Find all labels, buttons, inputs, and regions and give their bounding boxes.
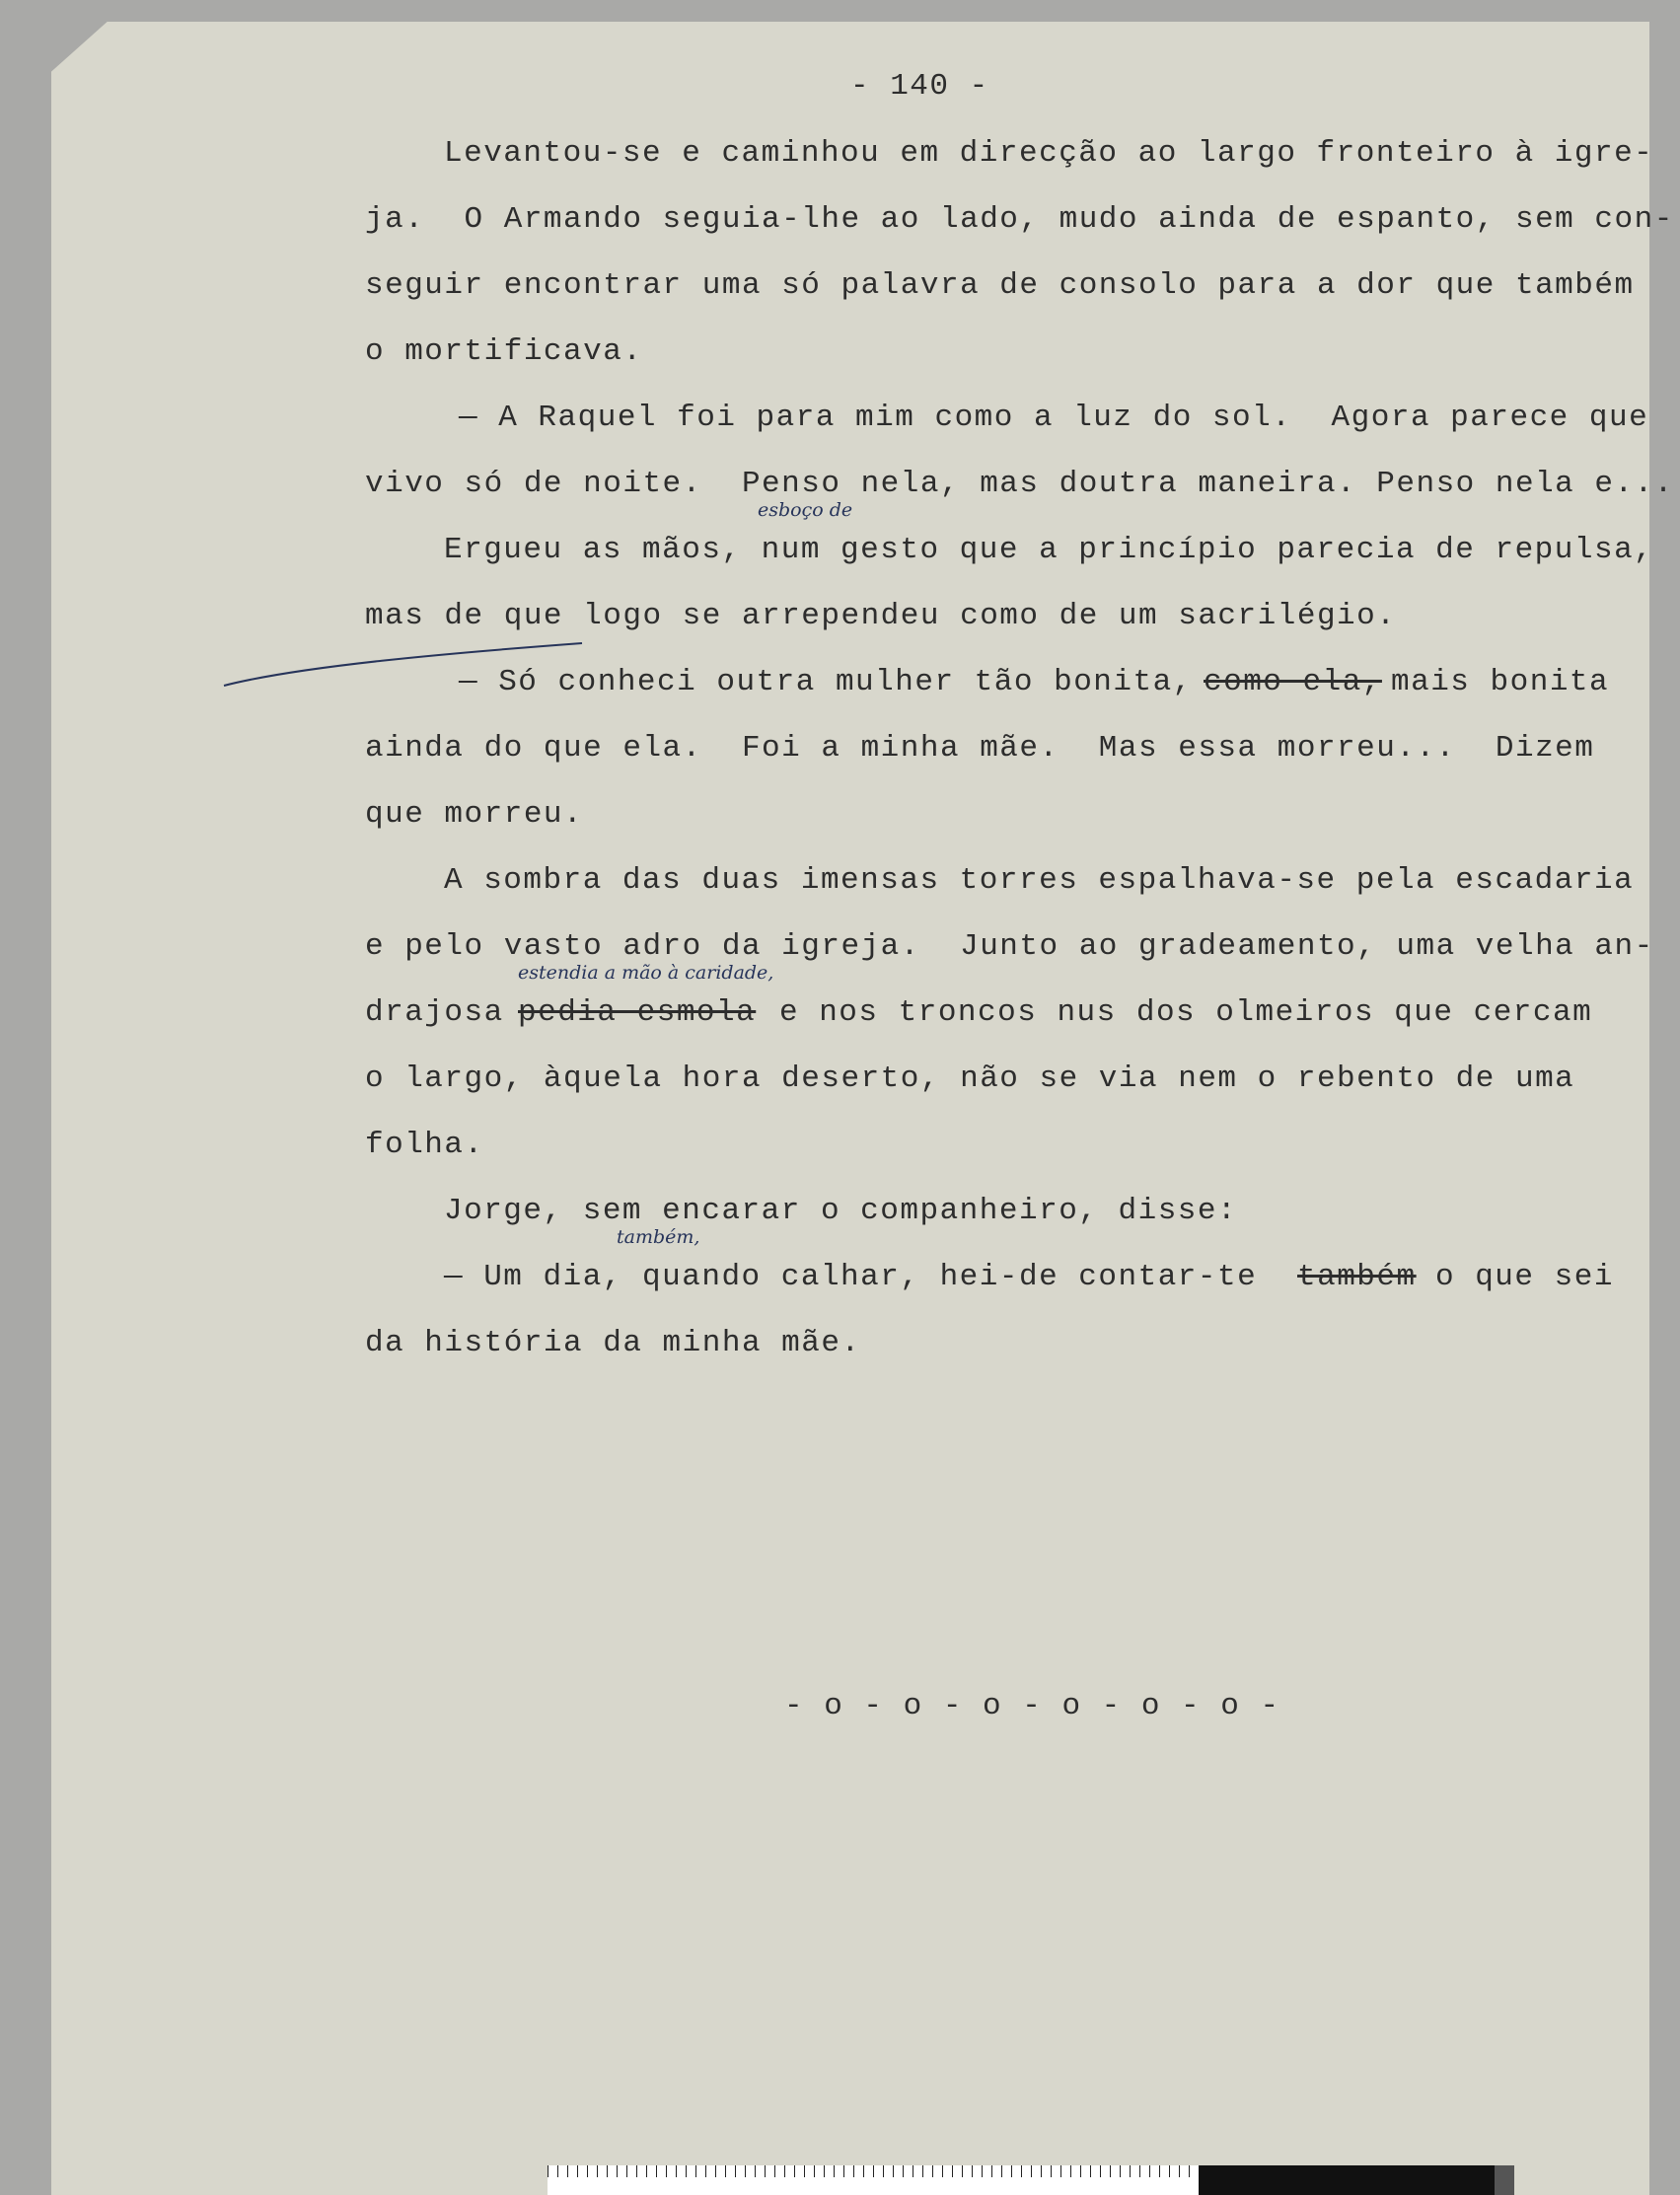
text-line: seguir encontrar uma só palavra de consolo para a dor que também	[365, 268, 1635, 303]
text-line: drajosa	[365, 995, 504, 1030]
text-line: — Só conheci outra mulher tão bonita,	[459, 665, 1193, 699]
text-line: e nos troncos nus dos olmeiros que cercam	[779, 995, 1593, 1030]
manuscript-page	[51, 22, 1649, 2195]
text-line: ja. O Armando seguia-lhe ao lado, mudo ainda de espanto, sem con-	[365, 202, 1674, 237]
handwritten-annotation: estendia a mão à caridade,	[518, 962, 774, 984]
text-line: mais bonita	[1391, 665, 1610, 699]
text-line: o mortificava.	[365, 334, 643, 369]
text-line: vivo só de noite. Penso nela, mas doutra maneira. Penso nela e...	[365, 467, 1674, 501]
text-line: A sombra das duas imensas torres espalhava-se pela escadaria	[444, 863, 1635, 898]
handwritten-annotation: esboço de	[758, 499, 853, 521]
handwritten-annotation: também,	[617, 1226, 700, 1248]
text-line: o largo, àquela hora deserto, não se via nem o rebento de uma	[365, 1061, 1575, 1096]
page-number: - 140 -	[850, 69, 989, 104]
text-line: Jorge, sem encarar o companheiro, disse:	[444, 1194, 1238, 1228]
text-line: — Um dia, quando calhar, hei-de contar-te	[444, 1260, 1258, 1294]
text-line: o que sei	[1435, 1260, 1614, 1294]
text-line: Levantou-se e caminhou em direcção ao largo fronteiro à igre-	[444, 136, 1654, 171]
text-line: folha.	[365, 1128, 484, 1162]
text-line: — A Raquel foi para mim como a luz do sol. Agora parece que	[459, 401, 1649, 435]
text-line: da história da minha mãe.	[365, 1326, 861, 1360]
ruler-black-block	[1199, 2165, 1495, 2195]
text-line: e pelo vasto adro da igreja. Junto ao gradeamento, uma velha an-	[365, 929, 1654, 964]
struck-text: como ela,	[1204, 665, 1382, 699]
text-line: Ergueu as mãos, num gesto que a princípio parecia de repulsa,	[444, 533, 1654, 567]
ruler-ticks	[548, 2165, 1199, 2177]
ruler-gray-block	[1495, 2165, 1514, 2195]
text-line: mas de que logo se arrependeu como de um sacrilégio.	[365, 599, 1397, 633]
end-mark: - o - o - o - o - o - o -	[784, 1689, 1280, 1723]
scale-ruler	[548, 2165, 1514, 2195]
text-line: ainda do que ela. Foi a minha mãe. Mas essa morreu... Dizem	[365, 731, 1595, 766]
struck-text: também	[1297, 1260, 1417, 1294]
struck-text: pedia esmola	[518, 995, 757, 1030]
text-line: que morreu.	[365, 797, 584, 832]
